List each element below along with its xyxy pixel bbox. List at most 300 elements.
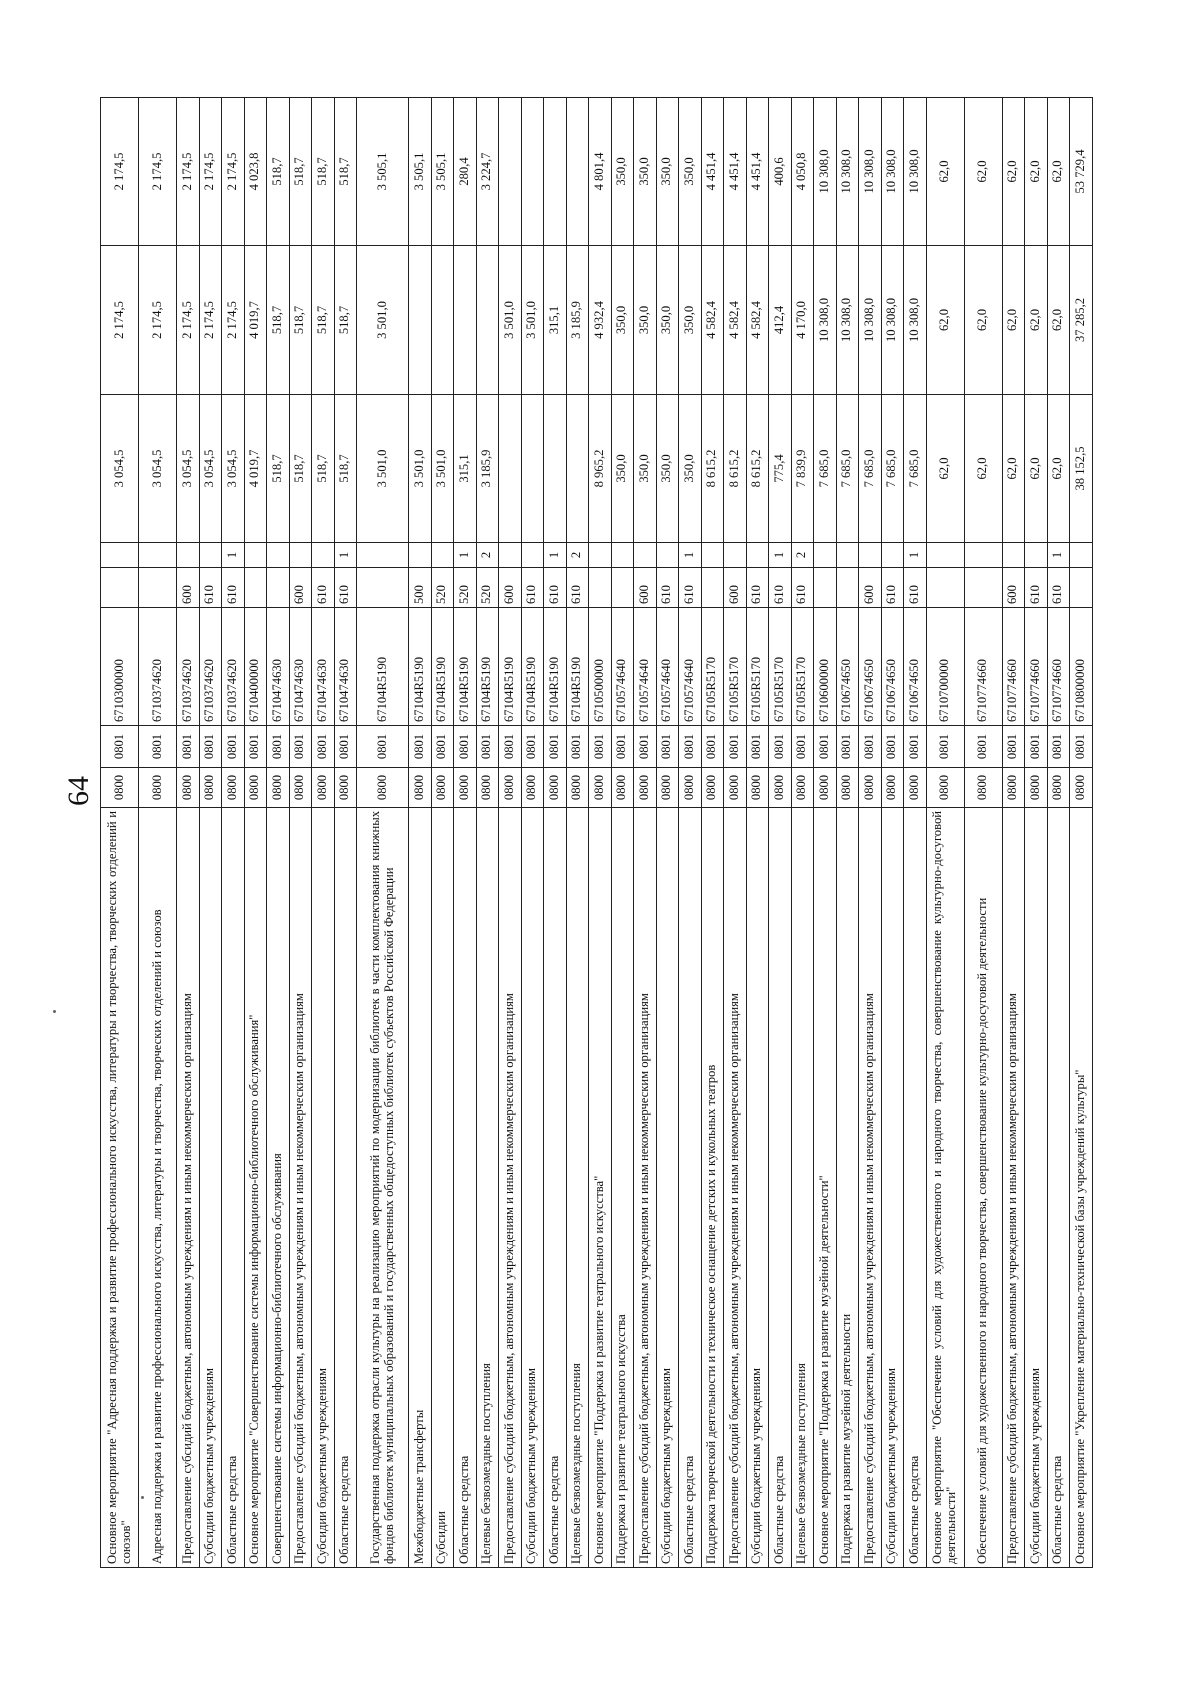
amount-year-2: 10 308,0 [836, 246, 859, 395]
amount-year-1: 7 685,0 [814, 395, 837, 543]
subsection-code: 0801 [589, 726, 612, 768]
section-code: 0800 [724, 768, 747, 808]
section-code: 0800 [334, 768, 357, 808]
expense-type-code: 610 [791, 568, 814, 608]
expense-type-code: 610 [566, 568, 589, 608]
row-name: Предоставление субсидий бюджетным, автономным учреждениям и иным некоммерческим организациям [1002, 808, 1025, 1568]
amount-year-3: 2 174,5 [101, 98, 139, 246]
amount-year-3 [566, 98, 589, 246]
target-article-code: 67104R5190 [409, 608, 432, 726]
subsection-code: 0801 [1070, 726, 1093, 768]
extra-code [881, 543, 904, 568]
extra-code [521, 543, 544, 568]
amount-year-1 [544, 395, 567, 543]
amount-year-2: 4 170,0 [791, 246, 814, 395]
extra-code [431, 543, 454, 568]
expense-type-code: 610 [769, 568, 792, 608]
amount-year-3: 4 023,8 [244, 98, 267, 246]
table-row [289, 98, 312, 1568]
subsection-code: 0801 [431, 726, 454, 768]
section-code: 0800 [499, 768, 522, 808]
target-article-code: 6710774660 [964, 608, 1002, 726]
amount-year-2: 4 582,4 [746, 246, 769, 395]
amount-year-2: 412,4 [769, 246, 792, 395]
subsection-code: 0801 [634, 726, 657, 768]
expense-type-code: 610 [544, 568, 567, 608]
expense-type-code: 610 [521, 568, 544, 608]
table-row [881, 98, 904, 1568]
section-code: 0800 [836, 768, 859, 808]
subsection-code: 0801 [746, 726, 769, 768]
row-name: Предоставление субсидий бюджетным, автономным учреждениям и иным некоммерческим организациям [634, 808, 657, 1568]
row-name: Субсидии [431, 808, 454, 1568]
amount-year-1: 7 839,9 [791, 395, 814, 543]
table-row [634, 98, 657, 1568]
table-row [177, 98, 200, 1568]
amount-year-2: 10 308,0 [904, 246, 927, 395]
amount-year-3: 518,7 [289, 98, 312, 246]
table-row [926, 98, 964, 1568]
subsection-code: 0801 [222, 726, 245, 768]
target-article-code: 6710474630 [289, 608, 312, 726]
expense-type-code [611, 568, 634, 608]
amount-year-1: 350,0 [679, 395, 702, 543]
section-code: 0800 [791, 768, 814, 808]
subsection-code: 0801 [101, 726, 139, 768]
section-code: 0800 [476, 768, 499, 808]
extra-code [199, 543, 222, 568]
amount-year-3: 4 451,4 [724, 98, 747, 246]
expense-type-code: 610 [746, 568, 769, 608]
section-code: 0800 [881, 768, 904, 808]
section-code: 0800 [769, 768, 792, 808]
subsection-code: 0801 [791, 726, 814, 768]
expense-type-code [836, 568, 859, 608]
row-name: Предоставление субсидий бюджетным, автономным учреждениям и иным некоммерческим организациям [177, 808, 200, 1568]
table-row [836, 98, 859, 1568]
expense-type-code: 610 [1025, 568, 1048, 608]
extra-code [101, 543, 139, 568]
amount-year-2: 350,0 [656, 246, 679, 395]
row-name: Областные средства [222, 808, 245, 1568]
section-code: 0800 [409, 768, 432, 808]
section-code: 0800 [1002, 768, 1025, 808]
target-article-code: 67104R5190 [566, 608, 589, 726]
extra-code [611, 543, 634, 568]
amount-year-3: 350,0 [679, 98, 702, 246]
target-article-code: 67104R5190 [357, 608, 409, 726]
amount-year-1: 518,7 [334, 395, 357, 543]
extra-code [1070, 543, 1093, 568]
row-name: Основное мероприятие "Укрепление материально-технической базы учреждений культуры" [1070, 808, 1093, 1568]
amount-year-2: 2 174,5 [139, 246, 177, 395]
target-article-code: 67104R5190 [476, 608, 499, 726]
expense-type-code [926, 568, 964, 608]
extra-code: 2 [566, 543, 589, 568]
amount-year-1: 62,0 [1002, 395, 1025, 543]
subsection-code: 0801 [656, 726, 679, 768]
subsection-code: 0801 [544, 726, 567, 768]
target-article-code: 6710674650 [904, 608, 927, 726]
target-article-code: 6710774660 [1047, 608, 1070, 726]
amount-year-1: 7 685,0 [881, 395, 904, 543]
extra-code [289, 543, 312, 568]
row-name: Областные средства [904, 808, 927, 1568]
amount-year-3: 4 050,8 [791, 98, 814, 246]
table-row [746, 98, 769, 1568]
row-name: Основное мероприятие "Поддержка и развитие театрального искусства" [589, 808, 612, 1568]
target-article-code: 6710374620 [199, 608, 222, 726]
section-code: 0800 [679, 768, 702, 808]
row-name: Совершенствование системы информационно-библиотечного обслуживания [267, 808, 290, 1568]
row-name: Целевые безвозмездные поступления [566, 808, 589, 1568]
row-name: Основное мероприятие "Совершенствование системы информационно-библиотечного обслуживания" [244, 808, 267, 1568]
scan-speck [53, 1010, 56, 1013]
table-row [724, 98, 747, 1568]
amount-year-3: 3 505,1 [357, 98, 409, 246]
amount-year-3: 3 505,1 [431, 98, 454, 246]
expense-type-code [701, 568, 724, 608]
row-name: Основное мероприятие "Адресная поддержка и развитие профессионального искусства, литературы и творчества, творческих отделений и союзов" [101, 808, 139, 1568]
expense-type-code [101, 568, 139, 608]
section-code: 0800 [199, 768, 222, 808]
amount-year-1: 350,0 [611, 395, 634, 543]
section-code: 0800 [926, 768, 964, 808]
expense-type-code: 600 [177, 568, 200, 608]
table-row [244, 98, 267, 1568]
amount-year-3 [499, 98, 522, 246]
target-article-code: 6710674650 [836, 608, 859, 726]
section-code: 0800 [566, 768, 589, 808]
extra-code [656, 543, 679, 568]
table-row [769, 98, 792, 1568]
extra-code [1025, 543, 1048, 568]
subsection-code: 0801 [357, 726, 409, 768]
extra-code [859, 543, 882, 568]
target-article-code: 67105R5170 [769, 608, 792, 726]
amount-year-1: 38 152,5 [1070, 395, 1093, 543]
extra-code [964, 543, 1002, 568]
amount-year-2: 62,0 [1025, 246, 1048, 395]
subsection-code: 0801 [679, 726, 702, 768]
amount-year-1: 8 615,2 [701, 395, 724, 543]
row-name: Целевые безвозмездные поступления [476, 808, 499, 1568]
target-article-code: 67104R5190 [544, 608, 567, 726]
budget-table [100, 97, 1093, 1568]
subsection-code: 0801 [409, 726, 432, 768]
section-code: 0800 [634, 768, 657, 808]
amount-year-3: 350,0 [611, 98, 634, 246]
target-article-code: 6710400000 [244, 608, 267, 726]
section-code: 0800 [656, 768, 679, 808]
extra-code: 1 [544, 543, 567, 568]
subsection-code: 0801 [199, 726, 222, 768]
row-name: Поддержка и развитие музейной деятельности [836, 808, 859, 1568]
row-name: Государственная поддержка отрасли культуры на реализацию мероприятий по модернизации библиотек в части комплектования книжных фондов библиотек муниципальных образований и государственных общедоступных библиотек субъектов Российской Федерации [357, 808, 409, 1568]
amount-year-3: 2 174,5 [177, 98, 200, 246]
table-row [904, 98, 927, 1568]
expense-type-code: 600 [1002, 568, 1025, 608]
amount-year-2: 350,0 [611, 246, 634, 395]
amount-year-1: 62,0 [926, 395, 964, 543]
expense-type-code: 610 [904, 568, 927, 608]
extra-code [244, 543, 267, 568]
section-code: 0800 [139, 768, 177, 808]
amount-year-1: 7 685,0 [904, 395, 927, 543]
table-row [431, 98, 454, 1568]
target-article-code: 6710374620 [222, 608, 245, 726]
amount-year-3: 350,0 [656, 98, 679, 246]
amount-year-3: 62,0 [926, 98, 964, 246]
target-article-code: 6710674650 [881, 608, 904, 726]
expense-type-code [357, 568, 409, 608]
amount-year-3: 4 801,4 [589, 98, 612, 246]
target-article-code: 6710700000 [926, 608, 964, 726]
extra-code [1002, 543, 1025, 568]
target-article-code: 67105R5170 [746, 608, 769, 726]
amount-year-2: 315,1 [544, 246, 567, 395]
target-article-code: 6710574640 [656, 608, 679, 726]
table-row [859, 98, 882, 1568]
target-article-code: 67104R5190 [499, 608, 522, 726]
table-row [312, 98, 335, 1568]
section-code: 0800 [964, 768, 1002, 808]
expense-type-code [139, 568, 177, 608]
table-row [679, 98, 702, 1568]
amount-year-3: 62,0 [1047, 98, 1070, 246]
target-article-code: 6710474630 [334, 608, 357, 726]
target-article-code: 67105R5170 [724, 608, 747, 726]
amount-year-2: 62,0 [1002, 246, 1025, 395]
table-row [499, 98, 522, 1568]
amount-year-1: 3 054,5 [139, 395, 177, 543]
section-code: 0800 [814, 768, 837, 808]
row-name: Обеспечение условий для художественного и народного творчества, совершенствование культурно-досуговой деятельности [964, 808, 1002, 1568]
extra-code: 1 [334, 543, 357, 568]
target-article-code: 6710800000 [1070, 608, 1093, 726]
subsection-code: 0801 [1025, 726, 1048, 768]
expense-type-code: 500 [409, 568, 432, 608]
amount-year-1: 8 615,2 [724, 395, 747, 543]
amount-year-2: 2 174,5 [101, 246, 139, 395]
expense-type-code: 610 [881, 568, 904, 608]
amount-year-1: 8 615,2 [746, 395, 769, 543]
section-code: 0800 [1070, 768, 1093, 808]
row-name: Субсидии бюджетным учреждениям [199, 808, 222, 1568]
amount-year-1 [499, 395, 522, 543]
amount-year-1: 3 054,5 [177, 395, 200, 543]
amount-year-2: 2 174,5 [222, 246, 245, 395]
table-row [139, 98, 177, 1568]
extra-code: 1 [1047, 543, 1070, 568]
amount-year-2: 10 308,0 [881, 246, 904, 395]
expense-type-code: 600 [634, 568, 657, 608]
amount-year-3: 350,0 [634, 98, 657, 246]
row-name: Областные средства [454, 808, 477, 1568]
amount-year-1: 3 054,5 [101, 395, 139, 543]
target-article-code: 6710600000 [814, 608, 837, 726]
subsection-code: 0801 [139, 726, 177, 768]
row-name: Областные средства [769, 808, 792, 1568]
table-row [656, 98, 679, 1568]
amount-year-2: 3 501,0 [357, 246, 409, 395]
subsection-code: 0801 [904, 726, 927, 768]
subsection-code: 0801 [289, 726, 312, 768]
subsection-code: 0801 [836, 726, 859, 768]
subsection-code: 0801 [611, 726, 634, 768]
expense-type-code: 520 [454, 568, 477, 608]
amount-year-3: 280,4 [454, 98, 477, 246]
row-name: Областные средства [334, 808, 357, 1568]
extra-code [634, 543, 657, 568]
amount-year-2 [409, 246, 432, 395]
amount-year-3: 10 308,0 [814, 98, 837, 246]
subsection-code: 0801 [334, 726, 357, 768]
extra-code [701, 543, 724, 568]
section-code: 0800 [222, 768, 245, 808]
table-row [1047, 98, 1070, 1568]
amount-year-3: 62,0 [1025, 98, 1048, 246]
section-code: 0800 [177, 768, 200, 808]
amount-year-1: 3 054,5 [199, 395, 222, 543]
subsection-code: 0801 [521, 726, 544, 768]
extra-code [746, 543, 769, 568]
expense-type-code [267, 568, 290, 608]
target-article-code: 6710574640 [634, 608, 657, 726]
amount-year-3 [544, 98, 567, 246]
subsection-code: 0801 [267, 726, 290, 768]
amount-year-1: 518,7 [267, 395, 290, 543]
amount-year-2: 350,0 [679, 246, 702, 395]
amount-year-2 [431, 246, 454, 395]
table-row [814, 98, 837, 1568]
amount-year-3: 4 451,4 [746, 98, 769, 246]
subsection-code: 0801 [881, 726, 904, 768]
section-code: 0800 [544, 768, 567, 808]
amount-year-3: 53 729,4 [1070, 98, 1093, 246]
amount-year-3: 2 174,5 [222, 98, 245, 246]
subsection-code: 0801 [964, 726, 1002, 768]
amount-year-1: 7 685,0 [836, 395, 859, 543]
row-name: Поддержка и развитие театрального искусства [611, 808, 634, 1568]
extra-code: 2 [476, 543, 499, 568]
expense-type-code [589, 568, 612, 608]
amount-year-1: 350,0 [656, 395, 679, 543]
subsection-code: 0801 [566, 726, 589, 768]
amount-year-2: 518,7 [267, 246, 290, 395]
amount-year-3: 400,6 [769, 98, 792, 246]
amount-year-2: 10 308,0 [859, 246, 882, 395]
table-row [566, 98, 589, 1568]
section-code: 0800 [101, 768, 139, 808]
extra-code: 1 [454, 543, 477, 568]
table-row [964, 98, 1002, 1568]
amount-year-3: 518,7 [334, 98, 357, 246]
subsection-code: 0801 [244, 726, 267, 768]
amount-year-1: 518,7 [289, 395, 312, 543]
expense-type-code: 520 [431, 568, 454, 608]
table-row [476, 98, 499, 1568]
row-name: Областные средства [544, 808, 567, 1568]
amount-year-3: 2 174,5 [199, 98, 222, 246]
table-row [701, 98, 724, 1568]
section-code: 0800 [431, 768, 454, 808]
section-code: 0800 [746, 768, 769, 808]
target-article-code: 67105R5170 [701, 608, 724, 726]
table-row [454, 98, 477, 1568]
section-code: 0800 [454, 768, 477, 808]
extra-code [926, 543, 964, 568]
amount-year-2: 3 501,0 [521, 246, 544, 395]
amount-year-2: 4 019,7 [244, 246, 267, 395]
extra-code [499, 543, 522, 568]
table-row [611, 98, 634, 1568]
target-article-code: 6710474630 [312, 608, 335, 726]
amount-year-2: 518,7 [289, 246, 312, 395]
amount-year-3: 518,7 [312, 98, 335, 246]
table-row [222, 98, 245, 1568]
target-article-code: 6710500000 [589, 608, 612, 726]
amount-year-1: 315,1 [454, 395, 477, 543]
amount-year-2: 10 308,0 [814, 246, 837, 395]
table-row [409, 98, 432, 1568]
extra-code [357, 543, 409, 568]
amount-year-1: 62,0 [1025, 395, 1048, 543]
extra-code: 2 [791, 543, 814, 568]
row-name: Целевые безвозмездные поступления [791, 808, 814, 1568]
amount-year-2: 2 174,5 [199, 246, 222, 395]
row-name: Межбюджетные трансферты [409, 808, 432, 1568]
target-article-code: 6710574640 [611, 608, 634, 726]
subsection-code: 0801 [312, 726, 335, 768]
amount-year-1: 4 019,7 [244, 395, 267, 543]
amount-year-2: 4 582,4 [724, 246, 747, 395]
amount-year-2: 3 501,0 [499, 246, 522, 395]
amount-year-2: 37 285,2 [1070, 246, 1093, 395]
row-name: Основное мероприятие "Обеспечение условий для художественного и народного творчества, совершенствование культурно-досуговой деятельности" [926, 808, 964, 1568]
amount-year-3: 62,0 [964, 98, 1002, 246]
target-article-code: 6710374620 [177, 608, 200, 726]
extra-code: 1 [769, 543, 792, 568]
subsection-code: 0801 [1047, 726, 1070, 768]
expense-type-code: 600 [499, 568, 522, 608]
expense-type-code: 600 [724, 568, 747, 608]
amount-year-3: 62,0 [1002, 98, 1025, 246]
amount-year-2: 4 582,4 [701, 246, 724, 395]
amount-year-3: 10 308,0 [836, 98, 859, 246]
row-name: Областные средства [1047, 808, 1070, 1568]
target-article-code: 67104R5190 [431, 608, 454, 726]
section-code: 0800 [267, 768, 290, 808]
table-row [267, 98, 290, 1568]
amount-year-1: 775,4 [769, 395, 792, 543]
row-name: Субсидии бюджетным учреждениям [521, 808, 544, 1568]
target-article-code: 6710674650 [859, 608, 882, 726]
target-article-code: 6710574640 [679, 608, 702, 726]
subsection-code: 0801 [476, 726, 499, 768]
section-code: 0800 [1047, 768, 1070, 808]
amount-year-1: 3 501,0 [357, 395, 409, 543]
section-code: 0800 [312, 768, 335, 808]
row-name: Субсидии бюджетным учреждениям [746, 808, 769, 1568]
amount-year-3: 2 174,5 [139, 98, 177, 246]
table-row [589, 98, 612, 1568]
row-name: Предоставление субсидий бюджетным, автономным учреждениям и иным некоммерческим организациям [499, 808, 522, 1568]
amount-year-2: 350,0 [634, 246, 657, 395]
expense-type-code: 600 [859, 568, 882, 608]
section-code: 0800 [521, 768, 544, 808]
subsection-code: 0801 [701, 726, 724, 768]
